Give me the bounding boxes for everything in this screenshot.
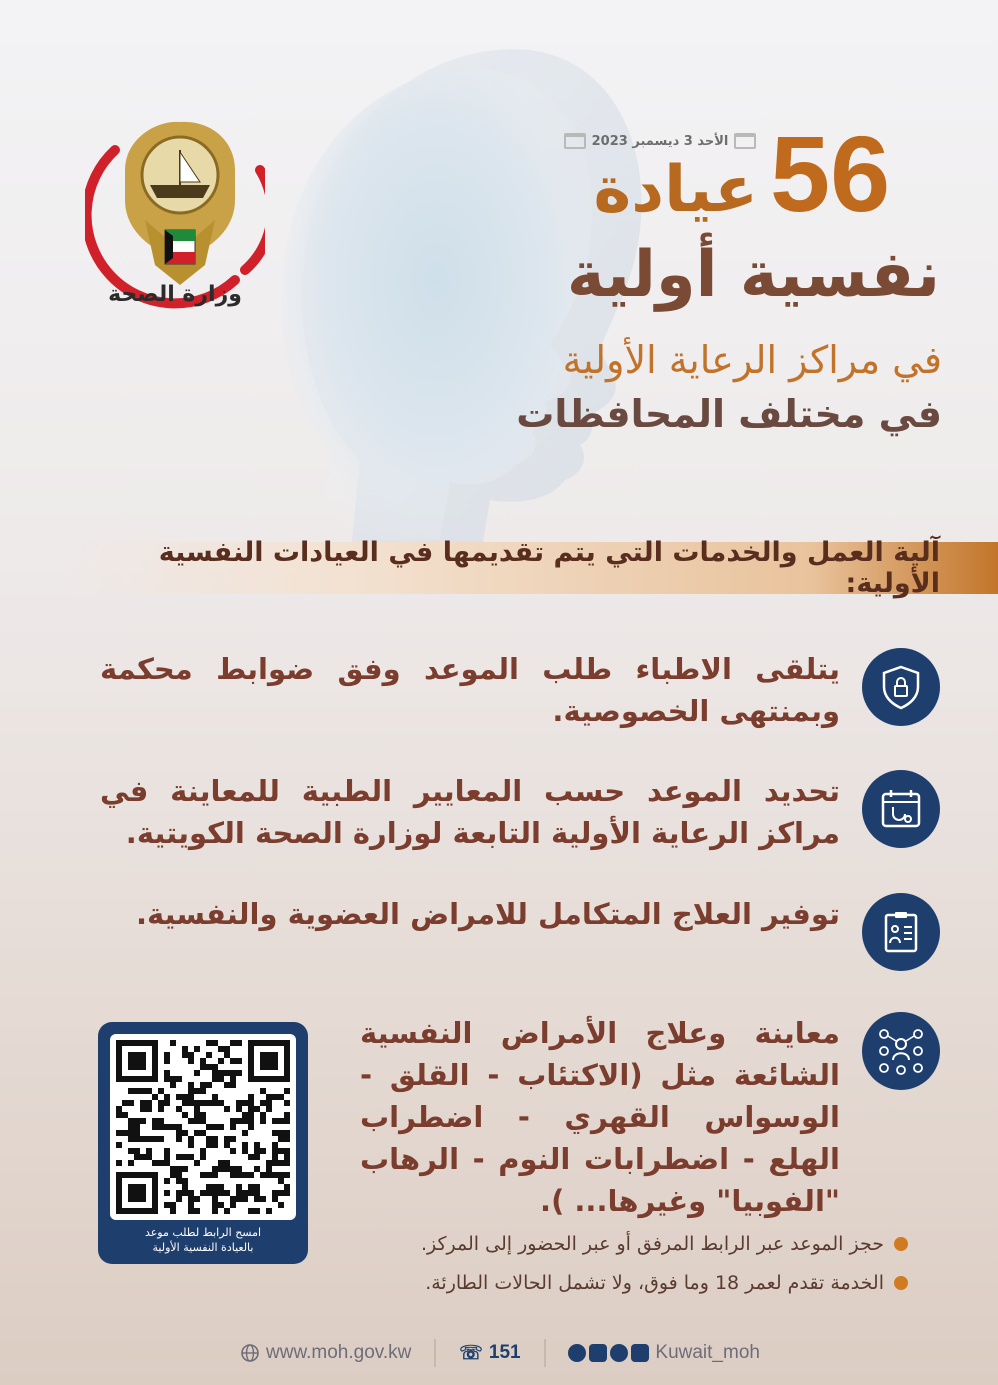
note-item: [421, 1233, 908, 1255]
service-text: معاينة وعلاج الأمراض النفسية الشائعة مثل (الاكتئاب - القلق - الوسواس القهري - اضطراب الهلع - اضطرابات النوم - الرهاب "الفوبيا" وغيرها... ).: [360, 1016, 840, 1219]
social-links[interactable]: [568, 1342, 760, 1364]
service-item: [100, 648, 940, 732]
footer-divider: [434, 1339, 436, 1367]
website-text: www.moh.gov.kw: [266, 1342, 412, 1363]
qr-caption: [110, 1226, 296, 1256]
title-line-1: عيادة: [593, 153, 758, 227]
service-text: تحديد الموعد حسب المعايير الطبية للمعاينة في مراكز الرعاية الأولية التابعة لوزارة الصحة الكويتية.: [100, 774, 840, 851]
service-text: توفير العلاج المتكامل للامراض العضوية والنفسية.: [135, 897, 840, 931]
qr-caption-line-2: بالعيادة النفسية الأولية: [152, 1240, 254, 1254]
note-item: [425, 1272, 908, 1294]
ministry-of-health-logo: [85, 110, 265, 310]
section-heading-bar: [62, 537, 998, 599]
hotline-link[interactable]: [459, 1342, 520, 1365]
calendar-icon: [564, 133, 586, 149]
service-text: يتلقى الاطباء طلب الموعد وفق ضوابط محكمة وبمنتهى الخصوصية.: [100, 652, 840, 729]
bullet-dot-icon: [894, 1237, 908, 1251]
calendar-stethoscope-icon: [862, 770, 940, 848]
instagram-icon[interactable]: [589, 1344, 607, 1362]
qr-caption-line-1: امسح الرابط لطلب موعد: [144, 1226, 262, 1239]
twitter-icon[interactable]: [610, 1344, 628, 1362]
hotline-number: 151: [488, 1342, 521, 1363]
qr-card[interactable]: [98, 1022, 308, 1264]
website-link[interactable]: [240, 1342, 411, 1364]
shield-lock-icon: [862, 648, 940, 726]
clipboard-doctor-icon: [862, 893, 940, 971]
footer-divider: [544, 1339, 546, 1367]
publish-date: [560, 128, 760, 154]
calendar-icon: [734, 133, 756, 149]
title-line-2: نفسية أولية: [566, 238, 940, 312]
subtitle-line-1: في مراكز الرعاية الأولية: [562, 338, 942, 382]
ministry-name: وزارة الصحة: [108, 282, 242, 307]
bullet-dot-icon: [894, 1276, 908, 1290]
youtube-icon[interactable]: [631, 1344, 649, 1362]
service-item: [360, 1012, 940, 1222]
footer: [240, 1336, 760, 1370]
section-heading: آلية العمل والخدمات التي يتم تقديمها في العيادات النفسية الأولية:: [158, 537, 940, 599]
facebook-icon[interactable]: [568, 1344, 586, 1362]
globe-icon: [240, 1343, 260, 1363]
clinic-count: 56: [770, 113, 891, 234]
mental-health-network-icon: [862, 1012, 940, 1090]
qr-code[interactable]: [110, 1034, 296, 1220]
service-item: [100, 770, 940, 854]
date-text: الأحد 3 ديسمبر 2023: [591, 133, 729, 149]
qr-code-image: [116, 1040, 290, 1214]
subtitle-line-2: في مختلف المحافظات: [516, 392, 942, 436]
note-text: حجز الموعد عبر الرابط المرفق أو عبر الحضور إلى المركز.: [420, 1233, 884, 1255]
note-text: الخدمة تقدم لعمر 18 وما فوق، ولا تشمل الحالات الطارئة.: [425, 1272, 884, 1294]
phone-icon: ☏: [459, 1342, 483, 1364]
social-handle: Kuwait_moh: [655, 1342, 760, 1363]
service-item: [100, 893, 940, 971]
